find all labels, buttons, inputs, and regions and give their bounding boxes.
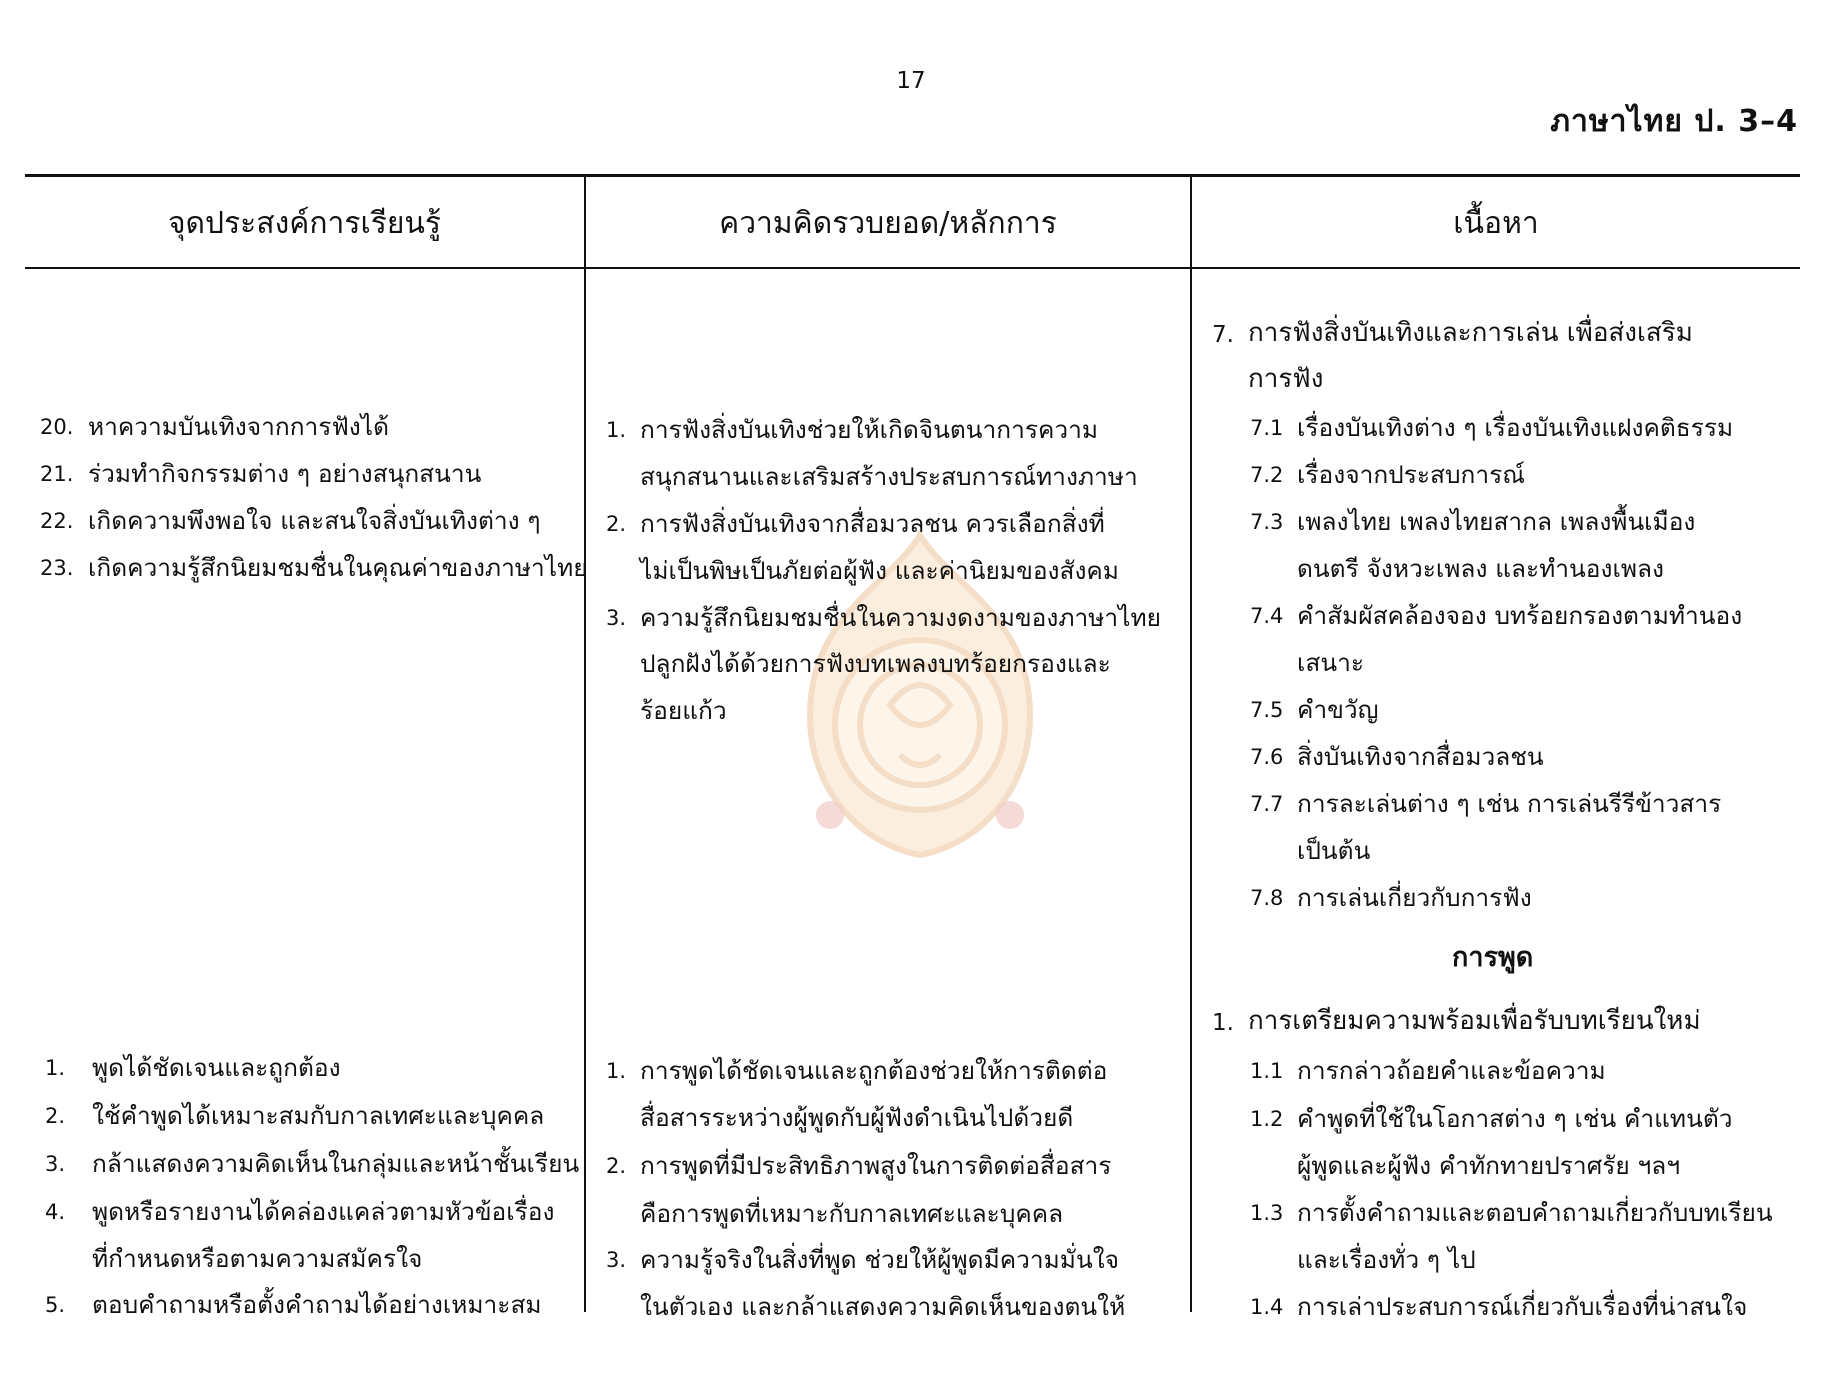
objective-number: 22.: [40, 509, 74, 533]
objective-number: 20.: [40, 415, 74, 439]
content-item-number: 7.2: [1250, 463, 1284, 487]
concept-text: ไม่เป็นพิษเป็นภัยต่อผู้ฟัง และค่านิยมของสังคม: [640, 556, 1119, 585]
concept-text: ในตัวเอง และกล้าแสดงความคิดเห็นของตนให้: [640, 1292, 1126, 1321]
concept-number: 1.: [606, 1059, 627, 1083]
content-item-number: 7.4: [1250, 604, 1284, 628]
objective-text: พูดหรือรายงานได้คล่องแคล่วตามหัวข้อเรื่อง: [92, 1197, 555, 1226]
content-heading-text: การฟังสิ่งบันเทิงและการเล่น เพื่อส่งเสริม: [1248, 318, 1693, 348]
content-item-text: คำสัมผัสคล้องจอง บทร้อยกรองตามทำนอง: [1297, 601, 1743, 630]
objective-number: 21.: [40, 462, 74, 486]
concept-text: ร้อยแก้ว: [640, 696, 727, 725]
table-header-rule: [25, 267, 1800, 269]
concept-text: การฟังสิ่งบันเทิงช่วยให้เกิดจินตนาการความ: [640, 415, 1099, 444]
concept-text: สนุกสนานและเสริมสร้างประสบการณ์ทางภาษา: [640, 462, 1138, 491]
column-divider: [584, 176, 586, 1312]
objective-text: หาความบันเทิงจากการฟังได้: [88, 412, 389, 441]
page-number: 17: [896, 68, 926, 94]
content-item-text: เสนาะ: [1297, 648, 1364, 677]
content-item-text: การเล่าประสบการณ์เกี่ยวกับเรื่องที่น่าสนใจ: [1297, 1292, 1748, 1321]
concept-number: 1.: [606, 418, 627, 442]
concept-number: 3.: [606, 1248, 627, 1272]
concept-text: คือการพูดที่เหมาะกับกาลเทศะและบุคคล: [640, 1199, 1064, 1228]
content-item-text: การเล่นเกี่ยวกับการฟัง: [1297, 883, 1532, 912]
concept-number: 2.: [606, 1154, 627, 1178]
column-header-objectives: จุดประสงค์การเรียนรู้: [167, 206, 442, 241]
content-item-text: การตั้งคำถามและตอบคำถามเกี่ยวกับบทเรียน: [1297, 1198, 1773, 1227]
column-divider: [1190, 176, 1192, 1312]
content-item-text: เป็นต้น: [1297, 836, 1371, 865]
concept-text: การพูดได้ชัดเจนและถูกต้องช่วยให้การติดต่อ: [640, 1056, 1108, 1085]
objective-number: 2.: [45, 1104, 66, 1128]
concept-text: สื่อสารระหว่างผู้พูดกับผู้ฟังดำเนินไปด้วยดี: [640, 1103, 1074, 1132]
content-item-number: 7.3: [1250, 510, 1284, 534]
content-item-number: 7.1: [1250, 416, 1284, 440]
content-heading-text: การเตรียมความพร้อมเพื่อรับบทเรียนใหม่: [1248, 1006, 1701, 1036]
objective-text: ใช้คำพูดได้เหมาะสมกับกาลเทศะและบุคคล: [92, 1101, 545, 1130]
content-item-text: คำพูดที่ใช้ในโอกาสต่าง ๆ เช่น คำแทนตัว: [1297, 1104, 1733, 1133]
content-item-text: การกล่าวถ้อยคำและข้อความ: [1297, 1056, 1606, 1085]
objective-number: 23.: [40, 556, 74, 580]
concept-text: ความรู้จริงในสิ่งที่พูด ช่วยให้ผู้พูดมีความมั่นใจ: [640, 1245, 1120, 1274]
page-header-subject: ภาษาไทย ป. 3–4: [1550, 104, 1798, 139]
objective-number: 4.: [45, 1200, 66, 1224]
content-heading-number: 7.: [1212, 322, 1234, 348]
content-item-number: 1.4: [1250, 1295, 1284, 1319]
objective-number: 1.: [45, 1056, 66, 1080]
content-item-number: 7.8: [1250, 886, 1284, 910]
content-item-text: และเรื่องทั่ว ๆ ไป: [1297, 1245, 1476, 1274]
content-item-text: ดนตรี จังหวะเพลง และทำนองเพลง: [1297, 554, 1664, 583]
speaking-section-title: การพูด: [1452, 942, 1534, 973]
objective-text: พูดได้ชัดเจนและถูกต้อง: [92, 1053, 341, 1082]
content-heading-text: การฟัง: [1248, 364, 1324, 394]
concept-number: 2.: [606, 512, 627, 536]
objective-number: 5.: [45, 1293, 66, 1317]
content-item-number: 7.6: [1250, 745, 1284, 769]
objective-text: เกิดความพึงพอใจ และสนใจสิ่งบันเทิงต่าง ๆ: [88, 506, 541, 535]
column-header-concepts: ความคิดรวบยอด/หลักการ: [719, 206, 1057, 241]
objective-text: ที่กำหนดหรือตามความสมัครใจ: [92, 1244, 423, 1273]
concept-text: การฟังสิ่งบันเทิงจากสื่อมวลชน ควรเลือกสิ่งที่: [640, 509, 1105, 538]
concept-text: ปลูกฝังได้ด้วยการฟังบทเพลงบทร้อยกรองและ: [640, 649, 1111, 678]
concept-text: ความรู้สึกนิยมชมชื่นในความงดงามของภาษาไทย: [640, 603, 1161, 632]
content-item-text: เพลงไทย เพลงไทยสากล เพลงพื้นเมือง: [1297, 507, 1696, 536]
content-item-number: 7.7: [1250, 792, 1284, 816]
content-item-text: สิ่งบันเทิงจากสื่อมวลชน: [1297, 742, 1544, 771]
table-top-rule: [25, 174, 1800, 177]
content-item-number: 1.3: [1250, 1201, 1284, 1225]
content-item-text: ผู้พูดและผู้ฟัง คำทักทายปราศรัย ฯลฯ: [1297, 1151, 1681, 1180]
concept-number: 3.: [606, 606, 627, 630]
content-heading-number: 1.: [1212, 1010, 1234, 1036]
content-item-text: การละเล่นต่าง ๆ เช่น การเล่นรีรีข้าวสาร: [1297, 789, 1722, 818]
objective-text: เกิดความรู้สึกนิยมชมชื่นในคุณค่าของภาษาไทย: [88, 553, 588, 582]
content-item-text: คำขวัญ: [1297, 695, 1379, 724]
objective-number: 3.: [45, 1152, 66, 1176]
content-item-number: 1.1: [1250, 1059, 1284, 1083]
column-header-content: เนื้อหา: [1453, 206, 1539, 241]
content-item-text: เรื่องบันเทิงต่าง ๆ เรื่องบันเทิงแฝงคติธรรม: [1297, 413, 1734, 442]
content-item-number: 1.2: [1250, 1107, 1284, 1131]
objective-text: ร่วมทำกิจกรรมต่าง ๆ อย่างสนุกสนาน: [88, 459, 482, 488]
content-item-text: เรื่องจากประสบการณ์: [1297, 460, 1526, 489]
objective-text: ตอบคำถามหรือตั้งคำถามได้อย่างเหมาะสม: [92, 1290, 542, 1319]
concept-text: การพูดที่มีประสิทธิภาพสูงในการติดต่อสื่อสาร: [640, 1151, 1112, 1180]
objective-text: กล้าแสดงความคิดเห็นในกลุ่มและหน้าชั้นเรียน: [92, 1149, 580, 1178]
content-item-number: 7.5: [1250, 698, 1284, 722]
